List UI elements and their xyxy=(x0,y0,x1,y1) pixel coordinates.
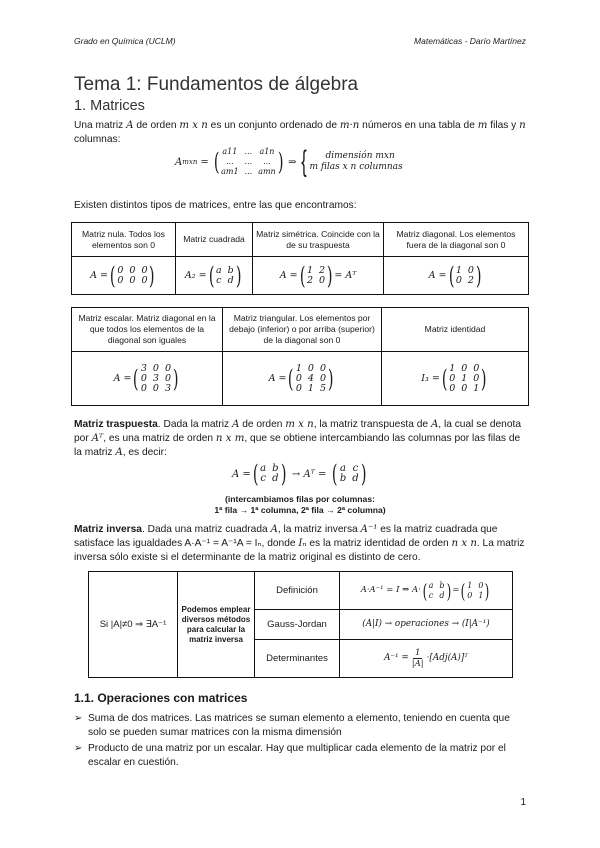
square-matrix-header: Matriz cuadrada xyxy=(176,223,253,257)
inverse-methods-table xyxy=(88,571,513,678)
transpose-paragraph: Matriz traspuesta. Dada la matriz A de orden m x n, la matriz transpuesta de A, la cual se denota por Aᵀ, es una matriz de orden n x m, que se obtiene intercambiando las columnas por las filas de la matriz A, es decir: xyxy=(74,419,521,458)
types-intro: Existen distintos tipos de matrices, entre las que encontramos: xyxy=(74,200,357,211)
bullet-scalar-product: ➢ Producto de una matriz por un escalar. Hay que multiplicar cada elemento de la matriz por el escalar en cuestión. xyxy=(74,743,506,768)
bullet-arrow-icon: ➢ xyxy=(74,713,83,724)
bullet-arrow-icon: ➢ xyxy=(74,743,83,754)
method-gauss-jordan-formula: (A|I) → operaciones → (I|A⁻¹) xyxy=(340,610,513,640)
header-right: Matemáticas - Darío Martínez xyxy=(414,36,526,46)
method-determinants-formula: A⁻¹ = $\frac{1}{|A|}$ ·[Adj(A)]ᵀ xyxy=(340,640,513,678)
symmetric-matrix-header: Matriz simétrica. Coincide con la de su traspuesta xyxy=(253,223,384,257)
identity-matrix-header: Matriz identidad xyxy=(382,308,529,352)
bullet-sum: ➢ Suma de dos matrices. Las matrices se suman elemento a elemento, teniendo en cuenta que solo se pueden sumar matrices con la misma dimensión xyxy=(74,713,510,738)
matrix-definition-formula: A mxn = ( a11 ... a1n ... ... ... am1 ... amn ) ⇒ { dimensión mxn m filas x n columnas xyxy=(175,145,403,178)
identity-matrix-example: I₃ = ( 1 0 0 0 1 0 0 0 1 ) xyxy=(382,352,529,406)
page-number: 1 xyxy=(520,797,526,808)
symmetric-matrix-example: A = ( 1 2 2 0 ) = Aᵀ xyxy=(253,257,384,295)
triangular-matrix-example: A = ( 1 0 0 0 4 0 0 1 5 ) xyxy=(223,352,382,406)
dimension-label: dimensión mxn xyxy=(325,151,395,161)
inverse-paragraph: Matriz inversa. Dada una matriz cuadrada A, la matriz inversa A⁻¹ es la matriz cuadrada que satisface las igualdades A·A⁻¹ = A⁻¹A = Iₙ, donde Iₙ es la matriz identidad de orden n x n. La matriz inversa sólo existe si el determinante de la matriz original es distinto de cero. xyxy=(74,524,525,563)
intro-paragraph: Una matriz A de orden m x n es un conjunto ordenado de m·n números en una tabla de m filas y n columnas: xyxy=(74,120,526,145)
inverse-methods-note: Podemos emplear diversos métodos para calcular la matriz inversa xyxy=(178,572,255,678)
method-gauss-jordan-label: Gauss-Jordan xyxy=(255,610,340,640)
triangular-matrix-header: Matriz triangular. Los elementos por debajo (inferior) o por arriba (superior) de la diagonal son 0 xyxy=(223,308,382,352)
method-definition-formula: A·A⁻¹ = I ⇒ A· ( a b c d ) = ( 1 0 0 1 ) xyxy=(340,572,513,610)
matrix-types-table-2 xyxy=(71,307,529,406)
header-left: Grado en Química (UCLM) xyxy=(74,36,176,46)
scalar-matrix-example: A = ( 3 0 0 0 3 0 0 0 3 ) xyxy=(72,352,223,406)
inverse-existence-condition: Si |A|≠0 ⇒ ∃A⁻¹ xyxy=(89,572,178,678)
null-matrix-example: A = ( 0 0 0 0 0 0 ) xyxy=(72,257,176,295)
method-determinants-label: Determinantes xyxy=(255,640,340,678)
scalar-matrix-header: Matriz escalar. Matriz diagonal en la que todos los elementos de la diagonal son iguales xyxy=(72,308,223,352)
page-title: Tema 1: Fundamentos de álgebra xyxy=(74,74,359,95)
transpose-formula: A = ( a b c d ) → Aᵀ = ( a c b d ) xyxy=(231,460,367,488)
diagonal-matrix-example: A = ( 1 0 0 2 ) xyxy=(384,257,529,295)
null-matrix-header: Matriz nula. Todos los elementos son 0 xyxy=(72,223,176,257)
subsection-title: 1.1. Operaciones con matrices xyxy=(74,691,248,705)
rows-columns-label: m filas x n columnas xyxy=(309,162,403,172)
section-title: 1. Matrices xyxy=(74,98,145,114)
definition-matrix: a11 ... a1n ... ... ... am1 ... amn xyxy=(221,147,276,176)
matrix-types-table-1 xyxy=(71,222,529,295)
square-matrix-example: A₂ = ( a b c d ) xyxy=(176,257,253,295)
method-definition-label: Definición xyxy=(255,572,340,610)
transpose-note: (intercambiamos filas por columnas: 1ª fila → 1ª columna, 2ª fila → 2ª columna) xyxy=(214,494,386,515)
diagonal-matrix-header: Matriz diagonal. Los elementos fuera de la diagonal son 0 xyxy=(384,223,529,257)
